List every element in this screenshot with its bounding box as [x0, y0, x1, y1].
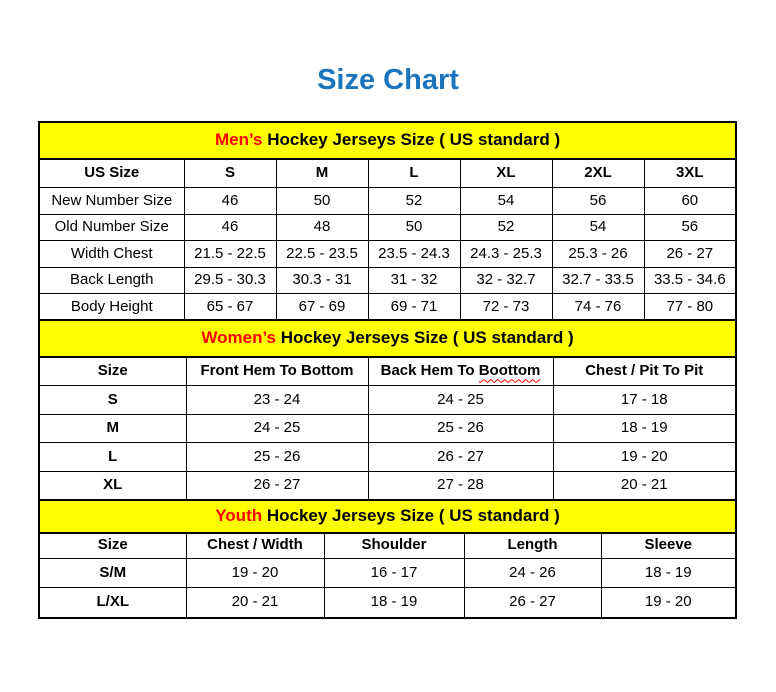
size-value-cell: 26 - 27 [644, 241, 736, 268]
table-row [39, 471, 736, 500]
table-row [39, 267, 736, 294]
size-value-cell: 24 - 25 [368, 386, 553, 415]
table-row [39, 558, 736, 588]
size-value-cell: 23 - 24 [186, 386, 368, 415]
page-title: Size Chart [317, 64, 459, 96]
size-value-cell: 50 [276, 188, 368, 215]
table-row [39, 241, 736, 268]
column-header: Front Hem To Bottom [186, 357, 368, 386]
size-value-cell: 31 - 32 [368, 267, 460, 294]
size-value-cell: 56 [644, 214, 736, 241]
section-band-title [39, 500, 736, 533]
size-value-cell: 26 - 27 [464, 588, 601, 618]
size-value-cell: 54 [552, 214, 644, 241]
women-size-table [38, 319, 737, 501]
size-value-cell: 25 - 26 [368, 414, 553, 443]
youth-header-row [39, 533, 736, 559]
size-value-cell: 18 - 19 [324, 588, 464, 618]
table-row [39, 443, 736, 472]
size-value-cell: 46 [184, 214, 276, 241]
table-row [39, 214, 736, 241]
youth-section-band [39, 500, 736, 533]
size-value-cell: 48 [276, 214, 368, 241]
size-value-cell: 25 - 26 [186, 443, 368, 472]
size-value-cell: 24 - 25 [186, 414, 368, 443]
row-label: Body Height [39, 294, 184, 321]
size-value-cell: 32 - 32.7 [460, 267, 552, 294]
size-value-cell: 56 [552, 188, 644, 215]
size-value-cell: 52 [460, 214, 552, 241]
column-header: 2XL [552, 159, 644, 188]
band-accent: Women’s [201, 328, 276, 348]
size-value-cell: 60 [644, 188, 736, 215]
row-label: M [39, 414, 186, 443]
row-label: L/XL [39, 588, 186, 618]
row-label: New Number Size [39, 188, 184, 215]
size-value-cell: 19 - 20 [553, 443, 736, 472]
band-text: Hockey Jerseys Size ( US standard ) [262, 505, 560, 525]
size-value-cell: 30.3 - 31 [276, 267, 368, 294]
size-value-cell: 65 - 67 [184, 294, 276, 321]
size-value-cell: 26 - 27 [368, 443, 553, 472]
column-header: US Size [39, 159, 184, 188]
size-value-cell: 18 - 19 [601, 558, 736, 588]
table-row [39, 588, 736, 618]
band-accent: Youth [215, 505, 263, 525]
column-header: Length [464, 533, 601, 559]
youth-size-table [38, 499, 737, 619]
size-value-cell: 52 [368, 188, 460, 215]
column-header: Chest / Width [186, 533, 324, 559]
size-value-cell: 24.3 - 25.3 [460, 241, 552, 268]
women-header-row [39, 357, 736, 386]
column-header: Size [39, 357, 186, 386]
column-header: L [368, 159, 460, 188]
size-value-cell: 24 - 26 [464, 558, 601, 588]
row-label: XL [39, 471, 186, 500]
size-value-cell: 17 - 18 [553, 386, 736, 415]
column-header: Size [39, 533, 186, 559]
size-value-cell: 25.3 - 26 [552, 241, 644, 268]
size-value-cell: 27 - 28 [368, 471, 553, 500]
row-label: S/M [39, 558, 186, 588]
column-header: M [276, 159, 368, 188]
band-text: Hockey Jerseys Size ( US standard ) [262, 130, 561, 150]
size-value-cell: 69 - 71 [368, 294, 460, 321]
men-size-table [38, 121, 737, 322]
size-value-cell: 22.5 - 23.5 [276, 241, 368, 268]
table-row [39, 414, 736, 443]
band-text: Hockey Jerseys Size ( US standard ) [276, 328, 574, 348]
section-band-title [39, 122, 736, 159]
table-row [39, 386, 736, 415]
size-value-cell: 26 - 27 [186, 471, 368, 500]
size-chart-tables [38, 121, 735, 619]
row-label: S [39, 386, 186, 415]
column-header: S [184, 159, 276, 188]
column-header: XL [460, 159, 552, 188]
size-value-cell: 33.5 - 34.6 [644, 267, 736, 294]
size-value-cell: 29.5 - 30.3 [184, 267, 276, 294]
column-header: Back Hem To Boottom [368, 357, 553, 386]
size-value-cell: 72 - 73 [460, 294, 552, 321]
size-value-cell: 20 - 21 [186, 588, 324, 618]
size-value-cell: 74 - 76 [552, 294, 644, 321]
row-label: Width Chest [39, 241, 184, 268]
size-value-cell: 19 - 20 [186, 558, 324, 588]
column-header: Sleeve [601, 533, 736, 559]
table-row [39, 188, 736, 215]
size-value-cell: 20 - 21 [553, 471, 736, 500]
size-value-cell: 50 [368, 214, 460, 241]
size-value-cell: 19 - 20 [601, 588, 736, 618]
row-label: L [39, 443, 186, 472]
size-value-cell: 67 - 69 [276, 294, 368, 321]
size-value-cell: 54 [460, 188, 552, 215]
size-value-cell: 18 - 19 [553, 414, 736, 443]
men-section-band [39, 122, 736, 159]
row-label: Back Length [39, 267, 184, 294]
size-value-cell: 16 - 17 [324, 558, 464, 588]
column-header: Shoulder [324, 533, 464, 559]
row-label: Old Number Size [39, 214, 184, 241]
size-value-cell: 32.7 - 33.5 [552, 267, 644, 294]
section-band-title [39, 320, 736, 357]
table-row [39, 294, 736, 321]
column-header: Chest / Pit To Pit [553, 357, 736, 386]
size-value-cell: 77 - 80 [644, 294, 736, 321]
band-accent: Men’s [214, 130, 263, 150]
size-value-cell: 21.5 - 22.5 [184, 241, 276, 268]
men-header-row [39, 159, 736, 188]
size-value-cell: 46 [184, 188, 276, 215]
column-header: 3XL [644, 159, 736, 188]
misspelled-word: Boottom [478, 362, 541, 380]
women-section-band [39, 320, 736, 357]
size-value-cell: 23.5 - 24.3 [368, 241, 460, 268]
